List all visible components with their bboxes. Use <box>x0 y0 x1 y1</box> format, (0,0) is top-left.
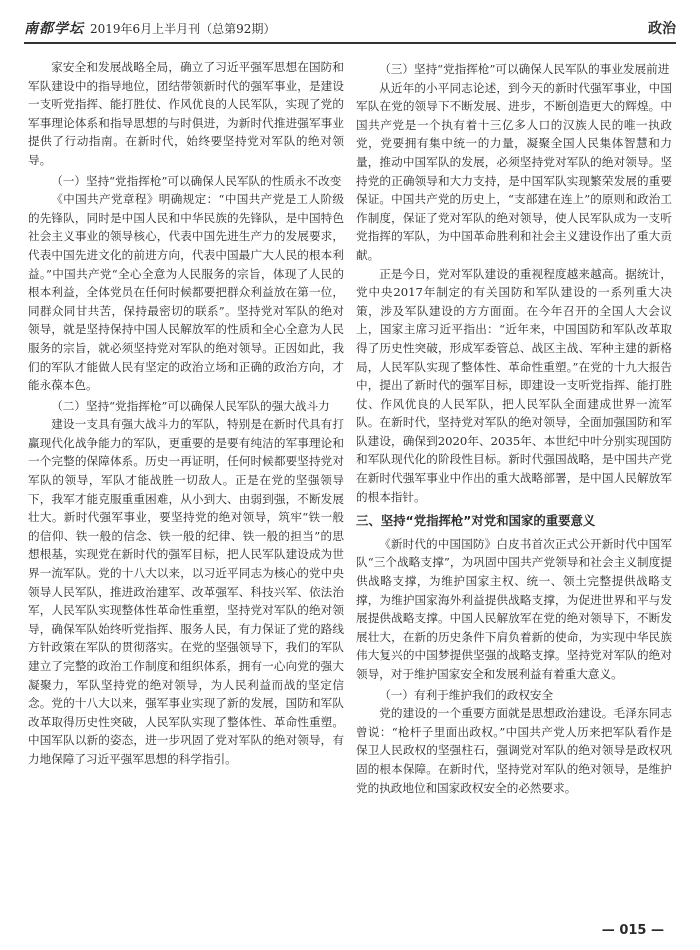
paragraph: 《中国共产党章程》明确规定：“中国共产党是工人阶级的先锋队，同时是中国人民和中华民族的先锋队，是中国特色社会主义事业的领导核心，代表中国先进生产力的发展要求，代表中国先进文化的前进方向，代表中国最广大人民的根本利益。”中国共产党“全心全意为人民服务的宗旨，体现了人民的根本利益，全体党员在任何时候都要把群众利益放在第一位，同群众同甘共苦，保持最密切的联系”。坚持党对军队的绝对领导，就是坚持保持中国人民解放军的性质和全心全意为人民服务的宗旨，就必须坚持党对军队的绝对领导。正因如此，我们的军队才能做人民有坚定的政治立场和正确的政治方向，才能永葆本色。 <box>28 192 344 393</box>
section-heading: 三、坚持“党指挥枪”对党和国家的重要意义 <box>356 513 596 529</box>
paragraph: 建设一支具有强大战斗力的军队，特别是在新时代具有打赢现代化战争能力的军队，更重要的是要有纯洁的军事理论和一个完整的保障体系。历史一再证明，任何时候都要坚持党对军队的领导，军队才能战胜一切敌人。正是在党的坚强领导下，我军才能克服重重困难，从小到大、由弱到强，不断发展壮大。新时代强军事业，要坚持党的绝对领导，筑牢“铁一般的信仰、铁一般的信念、铁一般的纪律、铁一般的担当”的思想根基，实现党在新时代的强军目标，把人民军队建设成为世界一流军队。党的十八大以来，以习近平同志为核心的党中央领导人民军队，推进政治建军、改革强军、科技兴军、依法治军，人民军队实现整体性革命性重塑，坚持党对军队的绝对领导，确保军队始终听党指挥、服务人民，有力保证了党的路线方针政策在军队的贯彻落实。在党的坚强领导下，我们的军队建立了完整的政治工作制度和组织体系，拥有一心向党的强大凝聚力，军队坚持党的绝对领导，为人民利益而战的坚定信念。党的十八大以来，强军事业实现了新的发展，国防和军队改革取得历史性突破，人民军队实现了整体性、革命性重塑。中国军队以新的姿态，进一步巩固了党对军队的绝对领导，有力地保障了习近平强军思想的科学指引。 <box>28 417 344 766</box>
issue-info: 2019年6月上半月刊（总第92期） <box>90 22 276 36</box>
section-name: 政治 <box>648 21 676 37</box>
left-column <box>28 58 344 910</box>
subheading: （二）坚持“党指挥枪”可以确保人民军队的强大战斗力 <box>51 398 330 413</box>
page-number: — 015 — <box>601 923 664 938</box>
subheading: （一）坚持“党指挥枪”可以确保人民军队的性质永不改变 <box>51 173 342 188</box>
paragraph: 正是今日，党对军队建设的重视程度越来越高。据统计，党中央2017年制定的有关国防和军队建设的一系列重大决策，涉及军队建设的方方面面。在今年召开的全国人大会议上，国家主席习近平指出：“近年来，中国国防和军队改革取得了历史性突破，形成军委管总、战区主战、军种主建的新格局，人民军队实现了整体性、革命性重塑。”在党的十九大报告中，提出了新时代的强军目标，即建设一支听党指挥、能打胜仗、作风优良的人民军队，把人民军队全面建成世界一流军队。在新时代，坚持党对军队的绝对领导，全面加强国防和军队建设，确保到2020年、2035年、本世纪中叶分别实现国防和军队现代化的阶段性目标。新时代强国战略，是中国共产党在新时代强军事业中作出的重大战略部署，是中国人民解放军的根本指针。 <box>356 266 672 504</box>
subheading: （一）有利于维护我们的政权安全 <box>379 687 554 702</box>
paragraph: 从近年的小平同志论述，到今天的新时代强军事业，中国军队在党的领导下不断发展、进步，不断创造更大的辉煌。中国共产党是一个执有着十三亿多人口的汉族人民的唯一执政党，党要拥有集中统一的力量，凝聚全国人民集体智慧和力量，推动中国军队的发展，必须坚持党对军队的绝对领导。坚持党的正确领导和大力支持，是中国军队实现繁荣发展的重要保证。中国共产党的历史上，“支部建在连上”的原则和政治工作制度，保证了党对军队的绝对领导，使人民军队成为一支听党指挥的军队，为中国革命胜利和社会主义建设作出了重大贡献。 <box>356 80 672 262</box>
right-column <box>356 58 672 910</box>
journal-logo: 南都学坛 <box>24 21 84 37</box>
paragraph: 家安全和发展战略全局，确立了习近平强军思想在国防和军队建设中的指导地位，团结带领新时代的强军事业，是建设一支听党指挥、能打胜仗、作风优良的人民军队，实现了党的军事理论体系和指导思想的与时俱进，为新时代推进强军事业提供了行动指南。在新时代，始终要坚持党对军队的绝对领导。 <box>28 60 344 167</box>
article-body <box>28 58 672 910</box>
paragraph: 党的建设的一个重要方面就是思想政治建设。毛泽东同志曾说：“枪杆子里面出政权。”中国共产党人历来把军队看作是保卫人民政权的坚强柱石，强调党对军队的绝对领导是政权巩固的根本保障。在新时代，坚持党对军队的绝对领导，是维护党的执政地位和国家政权安全的必然要求。 <box>356 706 672 795</box>
page-header <box>24 14 676 44</box>
header-left <box>24 18 275 38</box>
paragraph: 《新时代的中国国防》白皮书首次正式公开新时代中国军队“三个战略支撑”，为巩固中国共产党领导和社会主义制度提供战略支撑，为维护国家主权、统一、领土完整提供战略支撑，为维护国家海外利益提供战略支撑，为促进世界和平与发展提供战略支撑。中国人民解放军在党的绝对领导下，不断发展壮大，在新的历史条件下肩负着新的使命，为实现中华民族伟大复兴的中国梦提供坚强的战略支撑。坚持党对军队的绝对领导，对于维护国家安全和发展利益有着重大意义。 <box>356 536 672 681</box>
subheading: （三）坚持“党指挥枪”可以确保人民军队的事业发展前进 <box>379 62 670 76</box>
